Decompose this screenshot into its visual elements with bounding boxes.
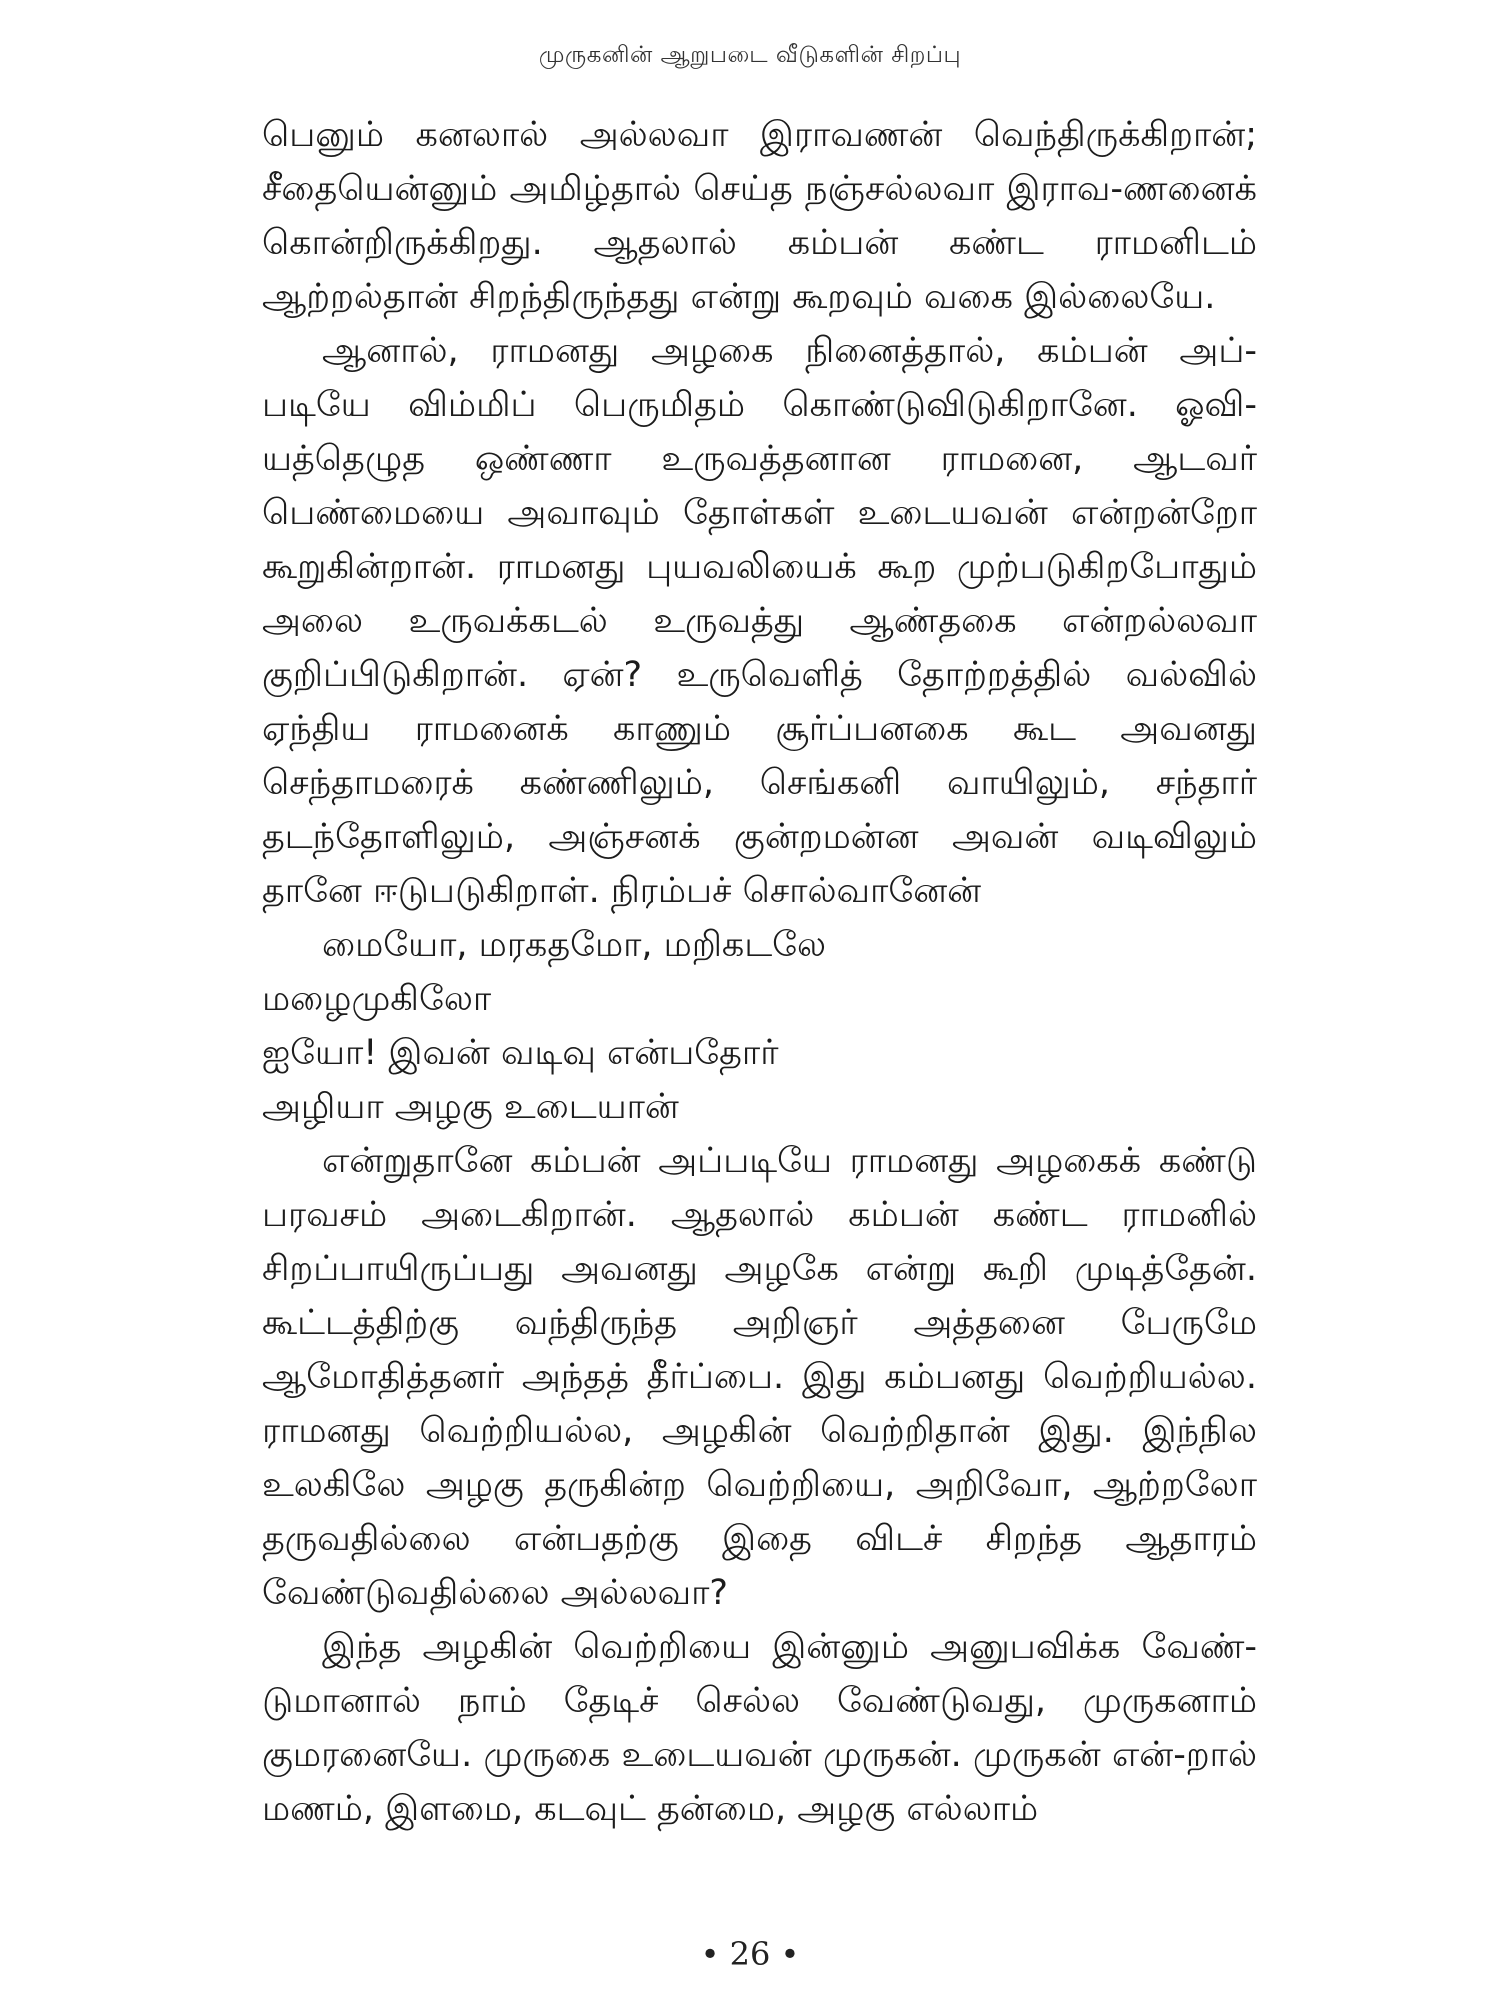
verse-line-1: மையோ, மரகதமோ, மறிகடலே	[322, 925, 827, 965]
paragraph-4: இந்த அழகின் வெற்றியை இன்னும் அனுபவிக்க வேண்-டுமானால் நாம் தேடிச் செல்ல வேண்டுவது, முருகனாம் குமரனையே. முருகை உடையவன் முருகன். முருகன் என்-றால் மணம், இளமை, கடவுட் தன்மை, அழகு எல்லாம்	[262, 1627, 1257, 1829]
verse-line-2: மழைமுகிலோ	[262, 979, 492, 1019]
paragraph-2: ஆனால், ராமனது அழகை நினைத்தால், கம்பன் அப்-படியே விம்மிப் பெருமிதம் கொண்டுவிடுகிறானே. ஓவி-யத்தெழுத ஒண்ணா உருவத்தனான ராமனை, ஆடவர் பெண்மையை அவாவும் தோள்கள் உடையவன் என்றன்றோ கூறுகின்றான். ராமனது புயவலியைக் கூற முற்படுகிறபோதும் அலை உருவக்கடல் உருவத்து ஆண்தகை என்றல்லவா குறிப்பிடுகிறான். ஏன்? உருவெளித் தோற்றத்தில் வல்வில் ஏந்திய ராமனைக் காணும் சூர்ப்பனகை கூட அவனது செந்தாமரைக் கண்ணிலும், செங்கனி வாயிலும், சந்தார் தடந்தோளிலும், அஞ்சனக் குன்றமன்ன அவன் வடிவிலும் தானே ஈடுபடுகிறாள். நிரம்பச் சொல்வானேன்	[262, 331, 1257, 911]
page-number: • 26 •	[700, 1935, 800, 1973]
page-body	[262, 108, 1257, 1836]
paragraph-3: என்றுதானே கம்பன் அப்படியே ராமனது அழகைக் கண்டு பரவசம் அடைகிறான். ஆதலால் கம்பன் கண்ட ராமனில் சிறப்பாயிருப்பது அவனது அழகே என்று கூறி முடித்தேன். கூட்டத்திற்கு வந்திருந்த அறிஞர் அத்தனை பேருமே ஆமோதித்தனர் அந்தத் தீர்ப்பை. இது கம்பனது வெற்றியல்ல. ராமனது வெற்றியல்ல, அழகின் வெற்றிதான் இது. இந்நில உலகிலே அழகு தருகின்ற வெற்றியை, அறிவோ, ஆற்றலோ தருவதில்லை என்பதற்கு இதை விடச் சிறந்த ஆதாரம் வேண்டுவதில்லை அல்லவா?	[262, 1141, 1257, 1613]
verse-line-3: ஐயோ! இவன் வடிவு என்பதோர்	[262, 1033, 779, 1073]
running-header: முருகனின் ஆறுபடை வீடுகளின் சிறப்பு	[538, 42, 962, 68]
verse-line-4: அழியா அழகு உடையான்	[262, 1087, 679, 1127]
verse-quote	[262, 918, 1257, 1134]
paragraph-1: பெனும் கனலால் அல்லவா இராவணன் வெந்திருக்கிறான்; சீதையென்னும் அமிழ்தால் செய்த நஞ்சல்லவா இராவ-ணனைக் கொன்றிருக்கிறது. ஆதலால் கம்பன் கண்ட ராமனிடம் ஆற்றல்தான் சிறந்திருந்தது என்று கூறவும் வகை இல்லையே.	[262, 115, 1257, 317]
